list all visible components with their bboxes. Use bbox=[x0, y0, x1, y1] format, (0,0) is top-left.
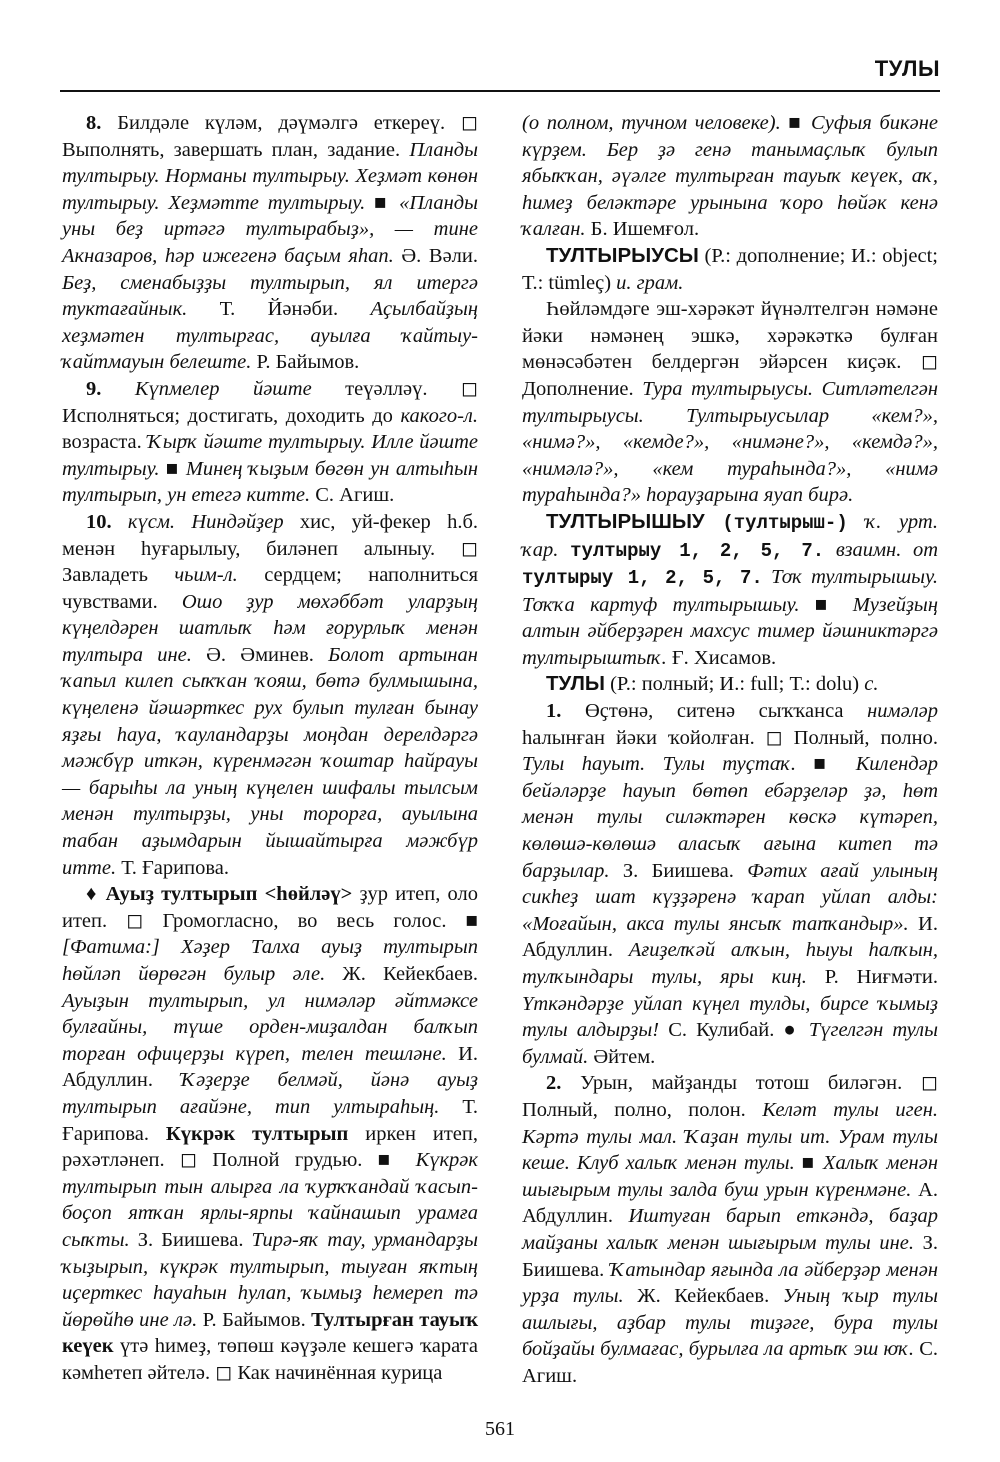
dictionary-entry: ТУЛТЫРЫШЫУ (тултырыш-) ҡ. урт. ҡар. тултырыу 1, 2, 5, 7. взаимн. от тултырыу 1, 2, 5, 7. Тоҡ тултырышыу. Тоҡҡа картуф тултырышыу. ■ Музейҙың алтын әйберҙәрен махсус тимер йәшниктәргә тултырыштыҡ. Ғ. Хисамов. bbox=[522, 509, 939, 669]
dictionary-entry: ТУЛТЫРЫУСЫ (Р.: дополнение; И.: object; Т.: tümleç) и. грам. bbox=[522, 243, 938, 294]
page-number: 561 bbox=[485, 1418, 515, 1440]
dictionary-entry: (о полном, тучном человеке). ■ Суфыя бикәне күрҙем. Бер ҙә генә танымаҫлыҡ булып ябыҡҡан, әүәлге тултырған тауыҡ кеүек, аҡ, һимеҙ беләктәре урынына ҡоро һөйәк кенә ҡалған. Б. Ишемғол. bbox=[522, 112, 938, 241]
dictionary-entry: 2. Урын, майҙанды тотош биләгән. ◻ Полный, полно, полон. Келәт тулы иген. Кәртә тулы мал. Ҡаҙан тулы ит. Урам тулы кеше. Клуб халыҡ менән тулы. ■ Халыҡ менән шығырым тулы залда буш урын күренмәне. А. Абдуллин. Иштуған барып еткәндә, баҙар майҙаны халыҡ менән шығырым тулы ине. З. Биишева. Ҡатындар яғында ла әйберҙәр менән урҙа тулы. Ж. Кейекбаев. Уның ҡыр тулы ашлығы, аҙбар тулы тиҙәге, бура тулы бойҙайы булмағас, бурылға ла артыҡ эш юҡ. С. Агиш. bbox=[522, 1072, 939, 1387]
header-rule bbox=[60, 90, 940, 92]
running-head: ТУЛЫ bbox=[874, 56, 940, 81]
dictionary-entry: ♦ Ауыҙ тултырып <һөйләү> ҙур итеп, оло итеп. ◻ Громогласно, во весь голос. ■ [Фатима:] Хәҙер Талха ауыҙ тултырып һөйләп йөрөгән булыр әле. Ж. Кейекбаев. Ауыҙын тултырып, ул нимәләр әйтмәксе булғайны, түше орден-миҙалдан балҡып торған офицерҙы күреп, телен тешләне. И. Абдуллин. Ҡәҙерҙе белмәй, йәнә ауыҙ тултырып ағайэне, тип ултыраһың. Т. Ғарипова. Күкрәк тултырып иркен итеп, рәхәтләнеп. ◻ Полной грудью. ■ Күкрәк тултырып тын алырға ла ҡурҡҡандай ҡасып-боҫоп ятҡан ярлы-ярпы ҡайнашып урамға сыҡты. З. Биишева. Тирә-яҡ тау, урмандарҙы ҡыҙырып, күкрәк тултырып, тыуған яҡтың иҫерткес һауаһын һулап, ҡымыҙ һемереп тә йөрөйһө ине лә. Р. Байымов. Тултырған тауыҡ кеүек үтә һимеҙ, төпөш кәүҙәле кешегә ҡарата кәмһетеп әйтелә. ◻ Как начинённая курица bbox=[62, 883, 478, 1384]
left-column bbox=[62, 110, 478, 1387]
dictionary-entry: Һөйләмдәге эш-хәрәкәт йүнәлтелгән нәмәне йәки нәмәнең эшкә, хәрәкәткә булған мөнәсәбәтен белдергән эйәрсен киҫәк. ◻ Дополнение. Тура тултырыусы. Ситләтелгән тултырыусы. Тултырыусылар «кем?», «нимә?», «кемде?», «нимәне?», «кемдә?», «нимәлә?», «кем тураһында?», «нимә тураһында?» һорауҙарына яуап бирә. bbox=[522, 298, 938, 507]
dictionary-entry: 10. күсм. Ниндәйҙер хис, уй-фекер һ.б. менән һуғарылыу, биләнеп алыныу. ◻ Завладеть чьим-л. сердцем; наполниться чувствами. Ошо ҙур мөхәббәт уларҙың күңелдәрен шатлыҡ һәм ғорурлыҡ менән тултыра ине. Ә. Әминев. Болот артынан ҡапыл килеп сыҡҡан ҡояш, бөтә булмышына, күңеленә йәшәрткес рух булып тулған бынау яҙғы һауа, ҡауландарҙы моңдан дерелдәргә мәжбүр иткән, күренмәгән ҡоштар һайрауы — барыһы ла уның күңелен шифалы тылсым менән тултырҙы, уны торорға, ауылына табан аҙымдарын йышайтырға мәжбүр итте. Т. Ғарипова. bbox=[62, 510, 478, 879]
right-column bbox=[522, 110, 938, 1390]
dictionary-entry: 8. Билдәле күләм, дәүмәлгә еткереү. ◻ Выполнять, завершать план, задание. Планды тултырыу. Норманы тултырыу. Хеҙмәт көнөн тултырыу. Хеҙмәтте тултырыу. ■ «Планды уны беҙ иртәгә тултырабыҙ», — тине Акназаров, һәр ижегенә баҫым яһап. Ә. Вәли. Беҙ, сменабыҙҙы тултырып, ял итергә туктағайнык. Т. Йәнәби. Аҫылбайҙың хеҙмәтен тултырғас, ауылға ҡайтыу-ҡайтмауын белеште. Р. Байымов. bbox=[62, 112, 478, 374]
dictionary-entry: ТУЛЫ (Р.: полный; И.: full; Т.: dolu) с. bbox=[546, 672, 879, 696]
dictionary-entry: 1. Өҫтөнә, ситенә сыҡҡанса нимәләр һалынған йәки ҡойолған. ◻ Полный, полно. Тулы һауыт. Тулы туҫтаҡ. ■ Килендәр бейәләрҙе һауып бөтөп ебәрҙеләр ҙә, һөт менән тулы силәктәрен көскә күтәреп, көлөшә-көлөшә аласыҡ ағына китеп тә барҙылар. З. Биишева. Фәтих ағай улының сикһеҙ шат күҙҙәренә ҡарап уйлап алды: «Моғайын, акса тулы янсыҡ тапҡандыр». И. Абдуллин. Ағиҙелҡәй алҡын, һыуы һалҡын, тулҡындары тулы, яры киң. Р. Ниғмәти. Үткәндәрҙе уйлап күңел тулды, бирсе ҡымыҙ тулы алдырҙы! С. Кулибай. ● Түгелгән тулы булмай. Әйтем. bbox=[522, 700, 938, 1068]
dictionary-entry: 9. Күпмелер йәште теүәлләү. ◻ Исполняться; достигать, доходить до какого-л. возраста. Ҡырҡ йәште тултырыу. Илле йәште тултырыу. ■ Минең ҡыҙым бөгөн ун алтыһын тултырып, ун етегә китте. С. Агиш. bbox=[62, 377, 479, 507]
